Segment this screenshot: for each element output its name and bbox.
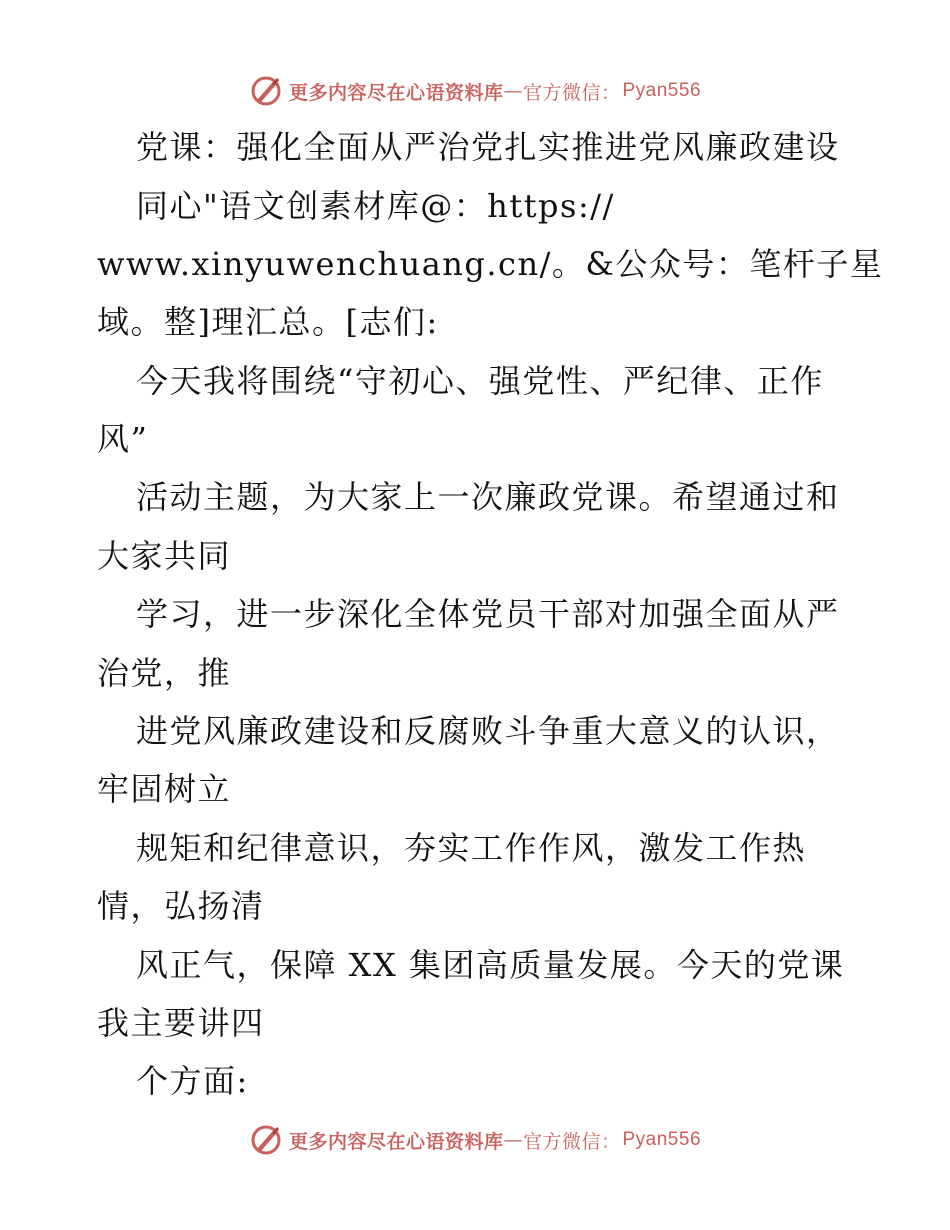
text-line: 治党，推 (97, 654, 232, 692)
text-line: 牢固树立 (97, 770, 232, 808)
text-line: 规矩和纪律意识，夯实工作作风，激发工作热 (136, 829, 807, 867)
watermark-separator: — (503, 80, 523, 102)
watermark-wechat-id: Pyan556 (622, 80, 702, 101)
watermark-separator: — (503, 1129, 523, 1151)
text-line: 活动主题，为大家上一次廉政党课。希望通过和 (136, 478, 840, 516)
brush-pen-logo-icon (249, 1123, 283, 1157)
watermark-official: 官方微信： (522, 81, 621, 104)
text-line: 风” (97, 420, 149, 458)
watermark-brand: 更多内容尽在心语资料库 (288, 81, 504, 104)
text-line: 学习，进一步深化全体党员干部对加强全面从严 (136, 595, 840, 633)
text-line: 大家共同 (97, 537, 232, 575)
brush-pen-logo-icon (249, 74, 283, 108)
watermark-official: 官方微信： (522, 1130, 621, 1153)
text-line: www.xinyuwenchuang.cn/。&公众号：笔杆子星 (97, 245, 884, 283)
watermark-wechat-id: Pyan556 (622, 1129, 702, 1150)
text-line: 情，弘扬清 (97, 887, 265, 925)
text-line: 同心"语文创素材库@：https:// (136, 187, 615, 225)
text-line: 我主要讲四 (97, 1004, 265, 1042)
footer-watermark (0, 1120, 950, 1160)
watermark-brand: 更多内容尽在心语资料库 (288, 1130, 504, 1153)
text-line: 个方面: (136, 1062, 249, 1100)
doc-title: 党课：强化全面从严治党扎实推进党风廉政建设 (136, 128, 840, 166)
text-line: 今天我将围绕“守初心、强党性、严纪律、正作 (136, 362, 824, 400)
text-line: 风正气，保障 XX 集团高质量发展。今天的党课 (136, 946, 845, 984)
header-watermark (0, 71, 950, 111)
text-line: 进党风廉政建设和反腐败斗争重大意义的认识， (136, 712, 840, 750)
text-line: 域。整]理汇总。[志们: (97, 303, 439, 341)
